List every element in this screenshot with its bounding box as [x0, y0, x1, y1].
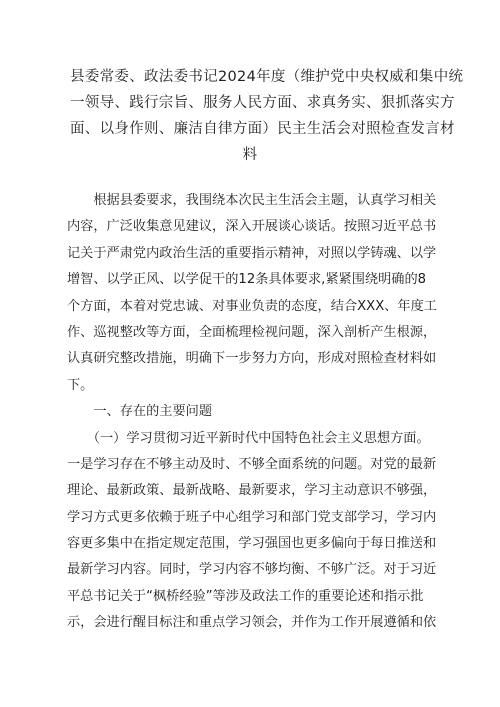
body-line: 认真研究整改措施，明确下一步努力方向，形成对照检查材料如	[67, 351, 437, 367]
body-line: 最新学习内容。同时，学习内容不够均衡、不够广泛。对于习近	[67, 562, 437, 578]
body-line: 个方面，本着对党忠诚、对事业负责的态度，结合XXX、年度工	[67, 298, 437, 314]
title-line: 县委常委、政法委书记2024年度（维护党中央权威和集中统	[70, 69, 464, 85]
body-line: 容更多集中在指定规定范围，学习强国也更多偏向于每日推送和	[67, 536, 437, 552]
body-line: 作、巡视整改等方面，全面梳理检视问题，深入剖析产生根源，	[67, 324, 437, 340]
title-line: 料	[242, 147, 258, 163]
body-line: 理论、最新政策、最新战略、最新要求，学习主动意识不够强，	[67, 483, 437, 499]
body-line: 学习方式更多依赖于班子中心组学习和部门党支部学习，学习内	[67, 509, 437, 525]
title-line: 一领导、践行宗旨、服务人民方面、求真务实、狠抓落实方	[70, 95, 455, 111]
document-body	[67, 188, 437, 637]
body-line: 根据县委要求，我围绕本次民主生活会主题，认真学习相关	[67, 193, 437, 208]
body-line: 记关于严肃党内政治生活的重要指示精神，对照以学铸魂、以学	[67, 245, 437, 261]
body-line: 平总书记关于“枫桥经验”等涉及政法工作的重要论述和指示批	[67, 588, 424, 604]
body-line: 下。	[67, 377, 94, 393]
body-line: 一是学习存在不够主动及时、不够全面系统的问题。对党的最新	[67, 456, 437, 472]
body-line: 增智、以学正风、以学促干的12条具体要求,紧紧围绕明确的8	[67, 272, 427, 288]
document-title	[70, 64, 464, 168]
subsection-heading: （一）学习贯彻习近平新时代中国特色社会主义思想方面。	[67, 430, 430, 446]
body-line: 示，会进行醒目标注和重点学习领会，并作为工作开展遵循和依	[67, 615, 437, 631]
section-heading: 一、存在的主要问题	[67, 404, 213, 420]
body-line: 内容，广泛收集意见建议，深入开展谈心谈话。按照习近平总书	[67, 219, 437, 235]
title-line: 面、以身作则、廉洁自律方面）民主生活会对照检查发言材	[70, 121, 455, 137]
